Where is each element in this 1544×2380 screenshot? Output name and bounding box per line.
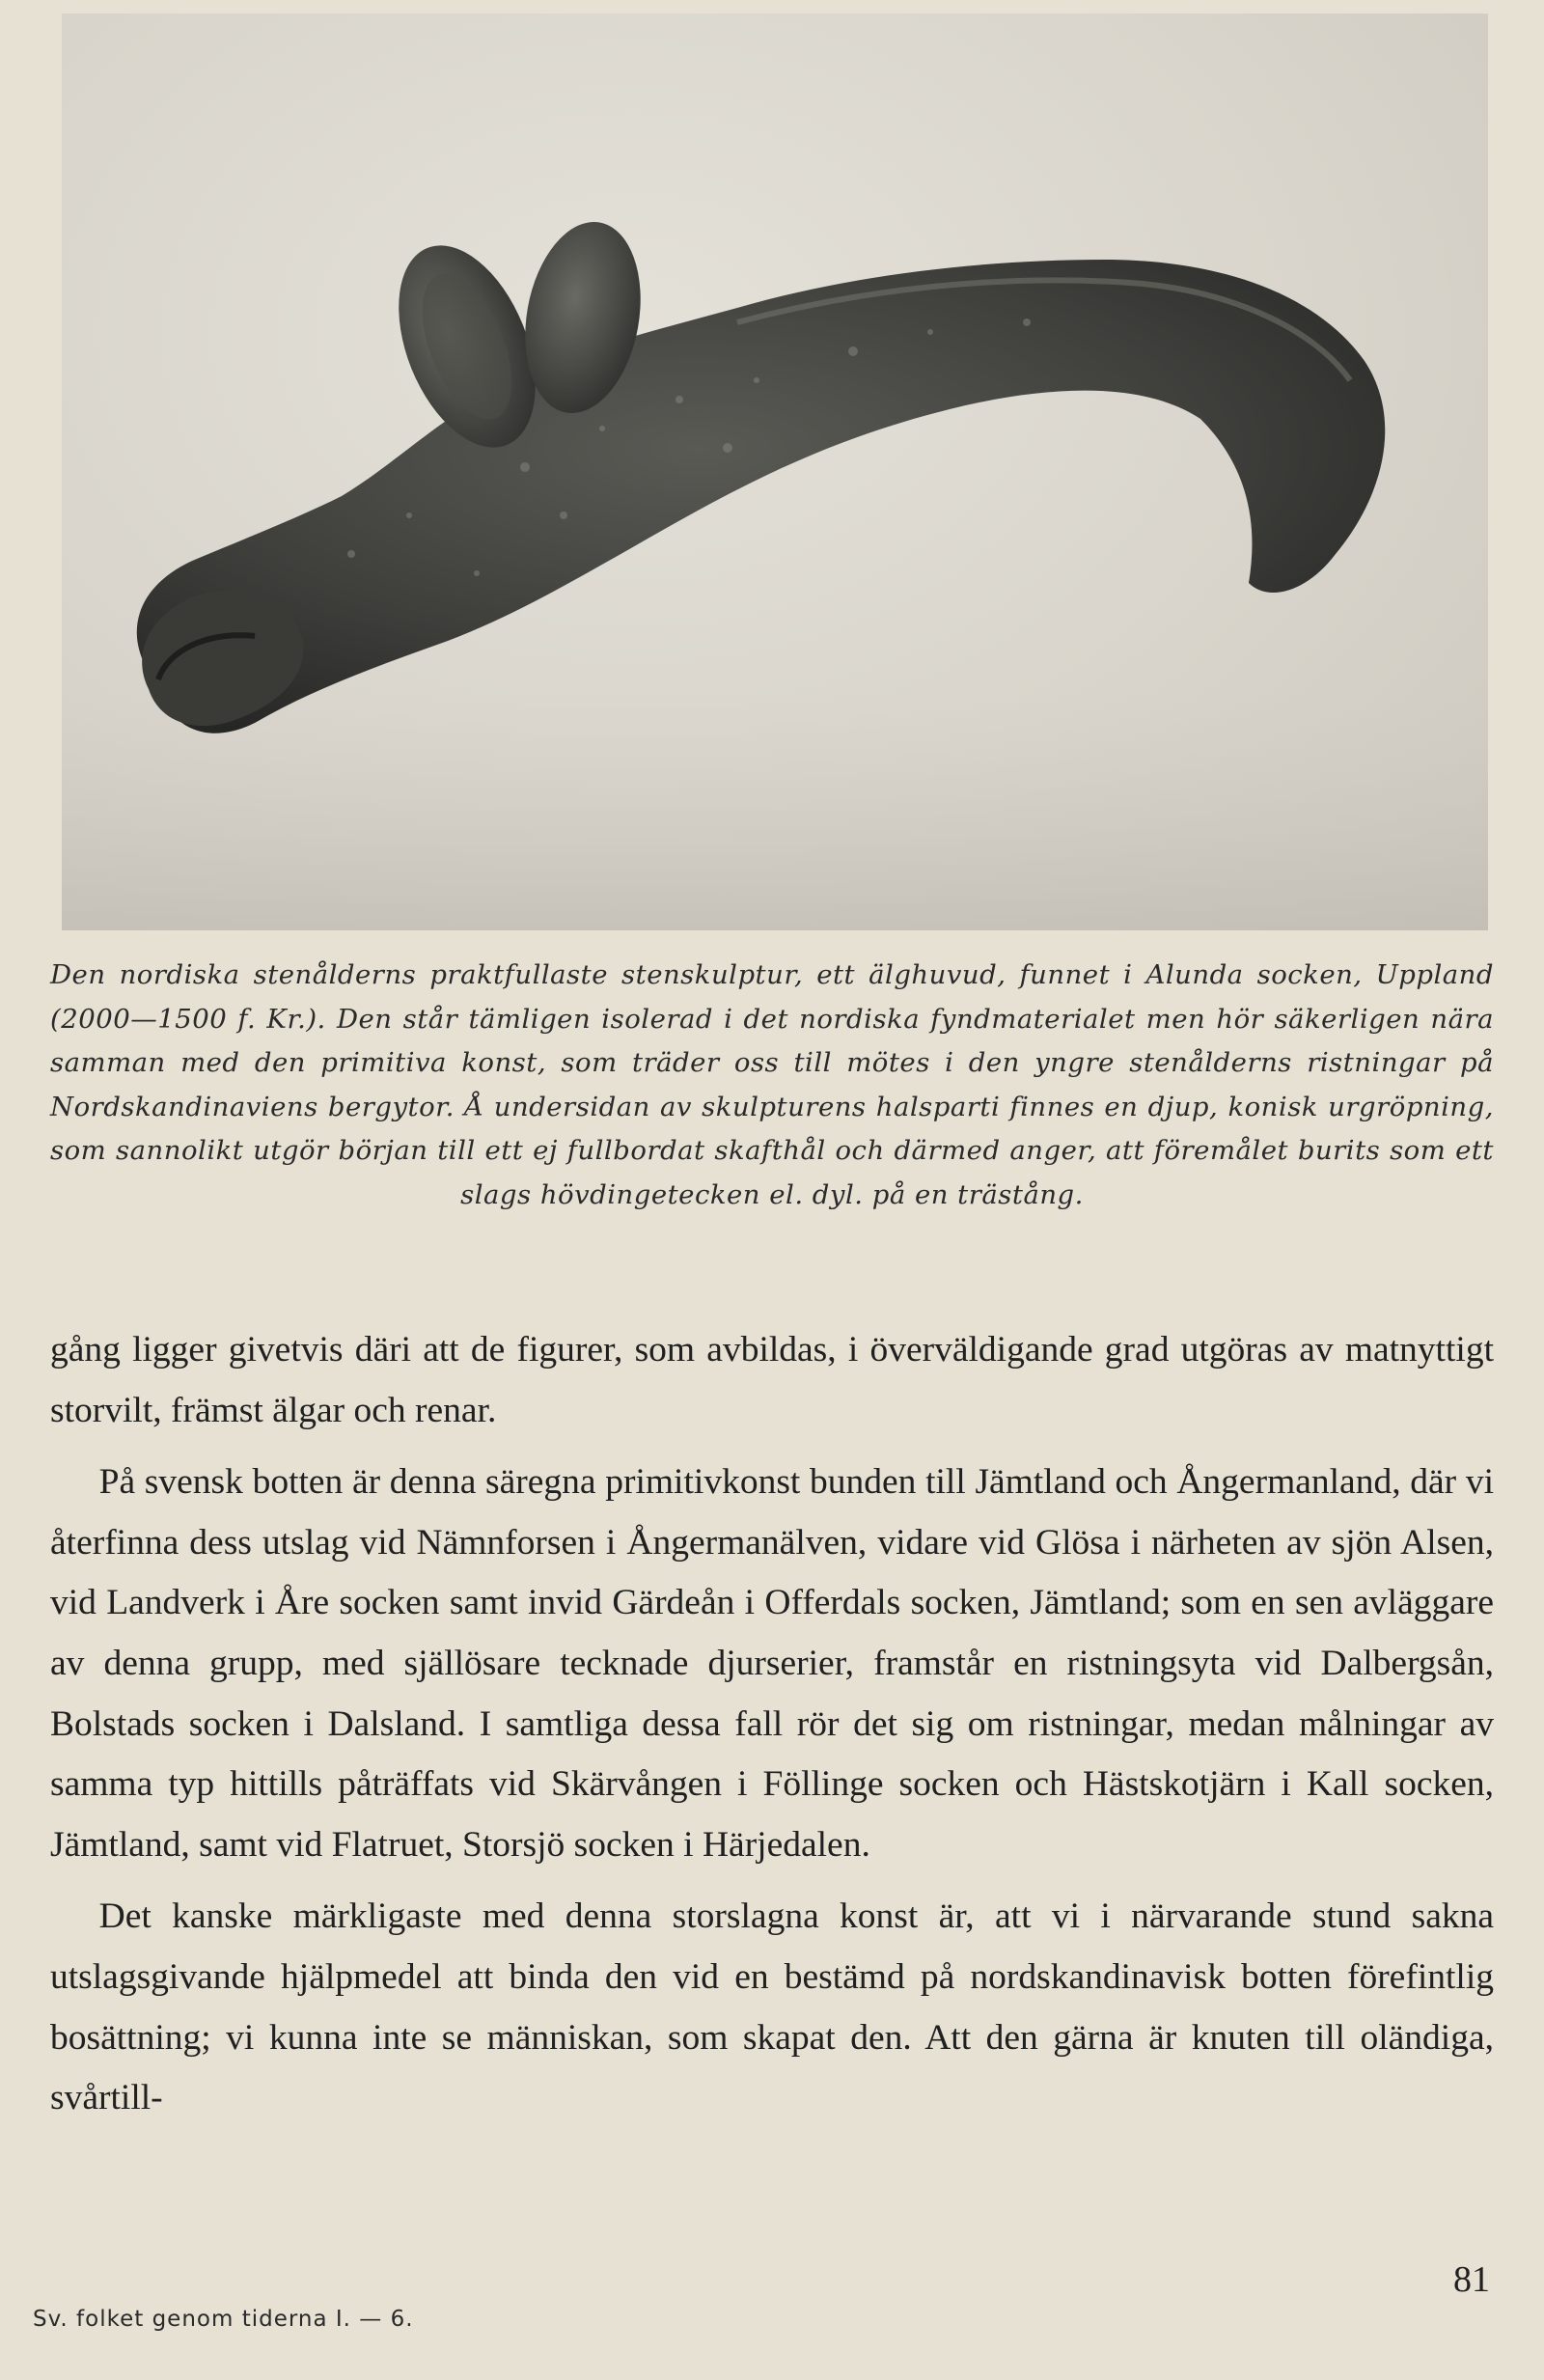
photo-caption: Den nordiska stenålderns praktfullaste stenskulptur, ett älghuvud, funnet i Alunda socken, Uppland (2000—1500 f. Kr.). Den står tämligen isolerad i det nordiska fyndmaterialet men hör säkerligen nära samman med den primitiva konst, som träder oss till mötes i den yngre stenålderns ristningar på Nordskandinaviens bergytor. Å undersidan av skulpturens halsparti finnes en djup, konisk urgröpning, som sannolikt utgör början till ett ej fullbordat skafthål och därmed anger, att föremålet burits som ett slags hövdingetecken el. dyl. på en trästång.: [50, 959, 1494, 1210]
paragraph: gång ligger givetvis däri att de figurer, som avbildas, i överväldigande grad utgöras av matnyttigt storvilt, främst älgar och renar.: [50, 1330, 1494, 1430]
elk-head-sculpture-image: [62, 14, 1488, 930]
paragraph: Det kanske märkligaste med denna storslagna konst är, att vi i närvarande stund sakna utslagsgivande hjälpmedel att binda den vid en bestämd på nordskandinavisk botten förefintlig bosättning; vi kunna inte se människan, som skapat den. Att den gärna är knuten till oländiga, svårtill-: [50, 1896, 1494, 2118]
body-text: [50, 1320, 1494, 2129]
paragraph: På svensk botten är denna säregna primitivkonst bunden till Jämtland och Ångermanland, där vi återfinna dess utslag vid Nämnforsen i Ångermanälven, vidare vid Glösa i närheten av sjön Alsen, vid Landverk i Åre socken samt invid Gärdeån i Offerdals socken, Jämtland; som en sen avläggare av denna grupp, med själlösare tecknade djurserier, framstår en ristningsyta vid Dalbergsån, Bolstads socken i Dalsland. I samtliga dessa fall rör det sig om ristningar, medan målningar av samma typ hittills påträffats vid Skärvången i Föllinge socken och Hästskotjärn i Kall socken, Jämtland, samt vid Flatruet, Storsjö socken i Härjedalen.: [50, 1462, 1494, 1865]
page-number: 81: [1453, 2259, 1490, 2300]
elk-head-sculpture-photo: [62, 14, 1488, 930]
footer-signature: Sv. folket genom tiderna I. — 6.: [33, 2307, 414, 2332]
